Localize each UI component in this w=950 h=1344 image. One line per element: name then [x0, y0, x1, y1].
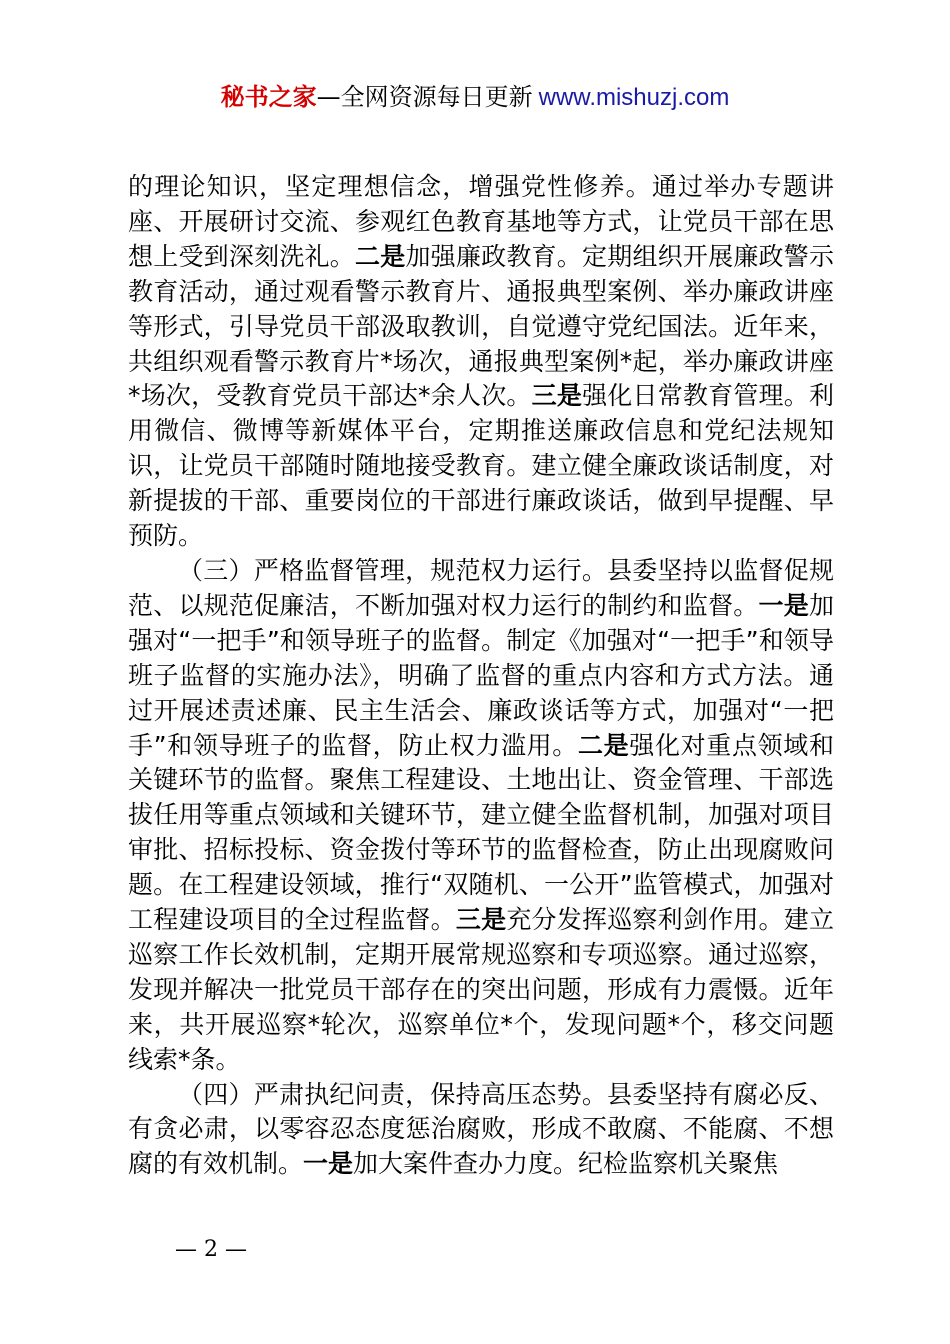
paragraph-2: [128, 554, 834, 1078]
paragraph-text: 加强廉政教育。定期组织开展廉政警示教育活动，通过观看警示教育片、通报典型案例、举办廉政讲座等形式，引导党员干部汲取教训，自觉遵守党纪国法。近年来，共组织观看警示教育片*场次，通报典型案例*起，举办廉政讲座*场次，受教育党员干部达*余人次。: [128, 241, 834, 411]
paragraph-text: 加强对“一把手”和领导班子的监督。制定《加强对“一把手”和领导班子监督的实施办法》，明确了监督的重点内容和方式方法。通过开展述责述廉、民主生活会、廉政谈话等方式，加强对“一把手”和领导班子的监督，防止权力滥用。: [128, 590, 834, 760]
site-header: [0, 80, 950, 115]
site-tagline: —全网资源每日更新: [316, 83, 533, 111]
paragraph-text: （三）严格监督管理，规范权力运行。县委坚持以监督促规范、以规范促廉洁，不断加强对权力运行的制约和监督。: [128, 555, 834, 620]
site-brand: 秘书之家: [220, 83, 317, 111]
paragraph-text: 强化日常教育管理。利用微信、微博等新媒体平台，定期推送廉政信息和党纪法规知识，让党员干部随时随地接受教育。建立健全廉政谈话制度，对新提拔的干部、重要岗位的干部进行廉政谈话，做到早提醒、早预防。: [128, 381, 834, 551]
emphasis-label: 一是: [758, 590, 809, 620]
emphasis-label: 三是: [455, 905, 507, 935]
paragraph-text: 强化对重点领域和关键环节的监督。聚焦工程建设、土地出让、资金管理、干部选拔任用等重点领域和关键环节，建立健全监督机制，加强对项目审批、招标投标、资金拨付等环节的监督检查，防止出现腐败问题。在工程建设领域，推行“双随机、一公开”监管模式，加强对工程建设项目的全过程监督。: [128, 730, 834, 935]
paragraph-1: [128, 170, 834, 554]
paragraph-text: （四）严肃执纪问责，保持高压态势。县委坚持有腐必反、有贪必肃，以零容忍态度惩治腐败，形成不敢腐、不能腐、不想腐的有效机制。: [128, 1079, 834, 1179]
emphasis-label: 二是: [355, 241, 406, 271]
page-number: — 2 —: [175, 1237, 247, 1262]
paragraph-text: 的理论知识，坚定理想信念，增强党性修养。通过举办专题讲座、开展研讨交流、参观红色教育基地等方式，让党员干部在思想上受到深刻洗礼。: [128, 172, 834, 271]
paragraph-3: [128, 1078, 834, 1183]
document-body: [128, 170, 834, 1182]
emphasis-label: 一是: [303, 1149, 354, 1179]
emphasis-label: 三是: [531, 381, 583, 411]
emphasis-label: 二是: [577, 730, 630, 760]
paragraph-text: 充分发挥巡察利剑作用。建立巡察工作长效机制，定期开展常规巡察和专项巡察。通过巡察，发现并解决一批党员干部存在的突出问题，形成有力震慑。近年来，共开展巡察*轮次，巡察单位*个，发现问题*个，移交问题线索*条。: [128, 905, 834, 1074]
paragraph-text: 加大案件查办力度。纪检监察机关聚焦: [353, 1149, 779, 1179]
site-url-link[interactable]: www.mishuzj.com: [538, 84, 730, 111]
